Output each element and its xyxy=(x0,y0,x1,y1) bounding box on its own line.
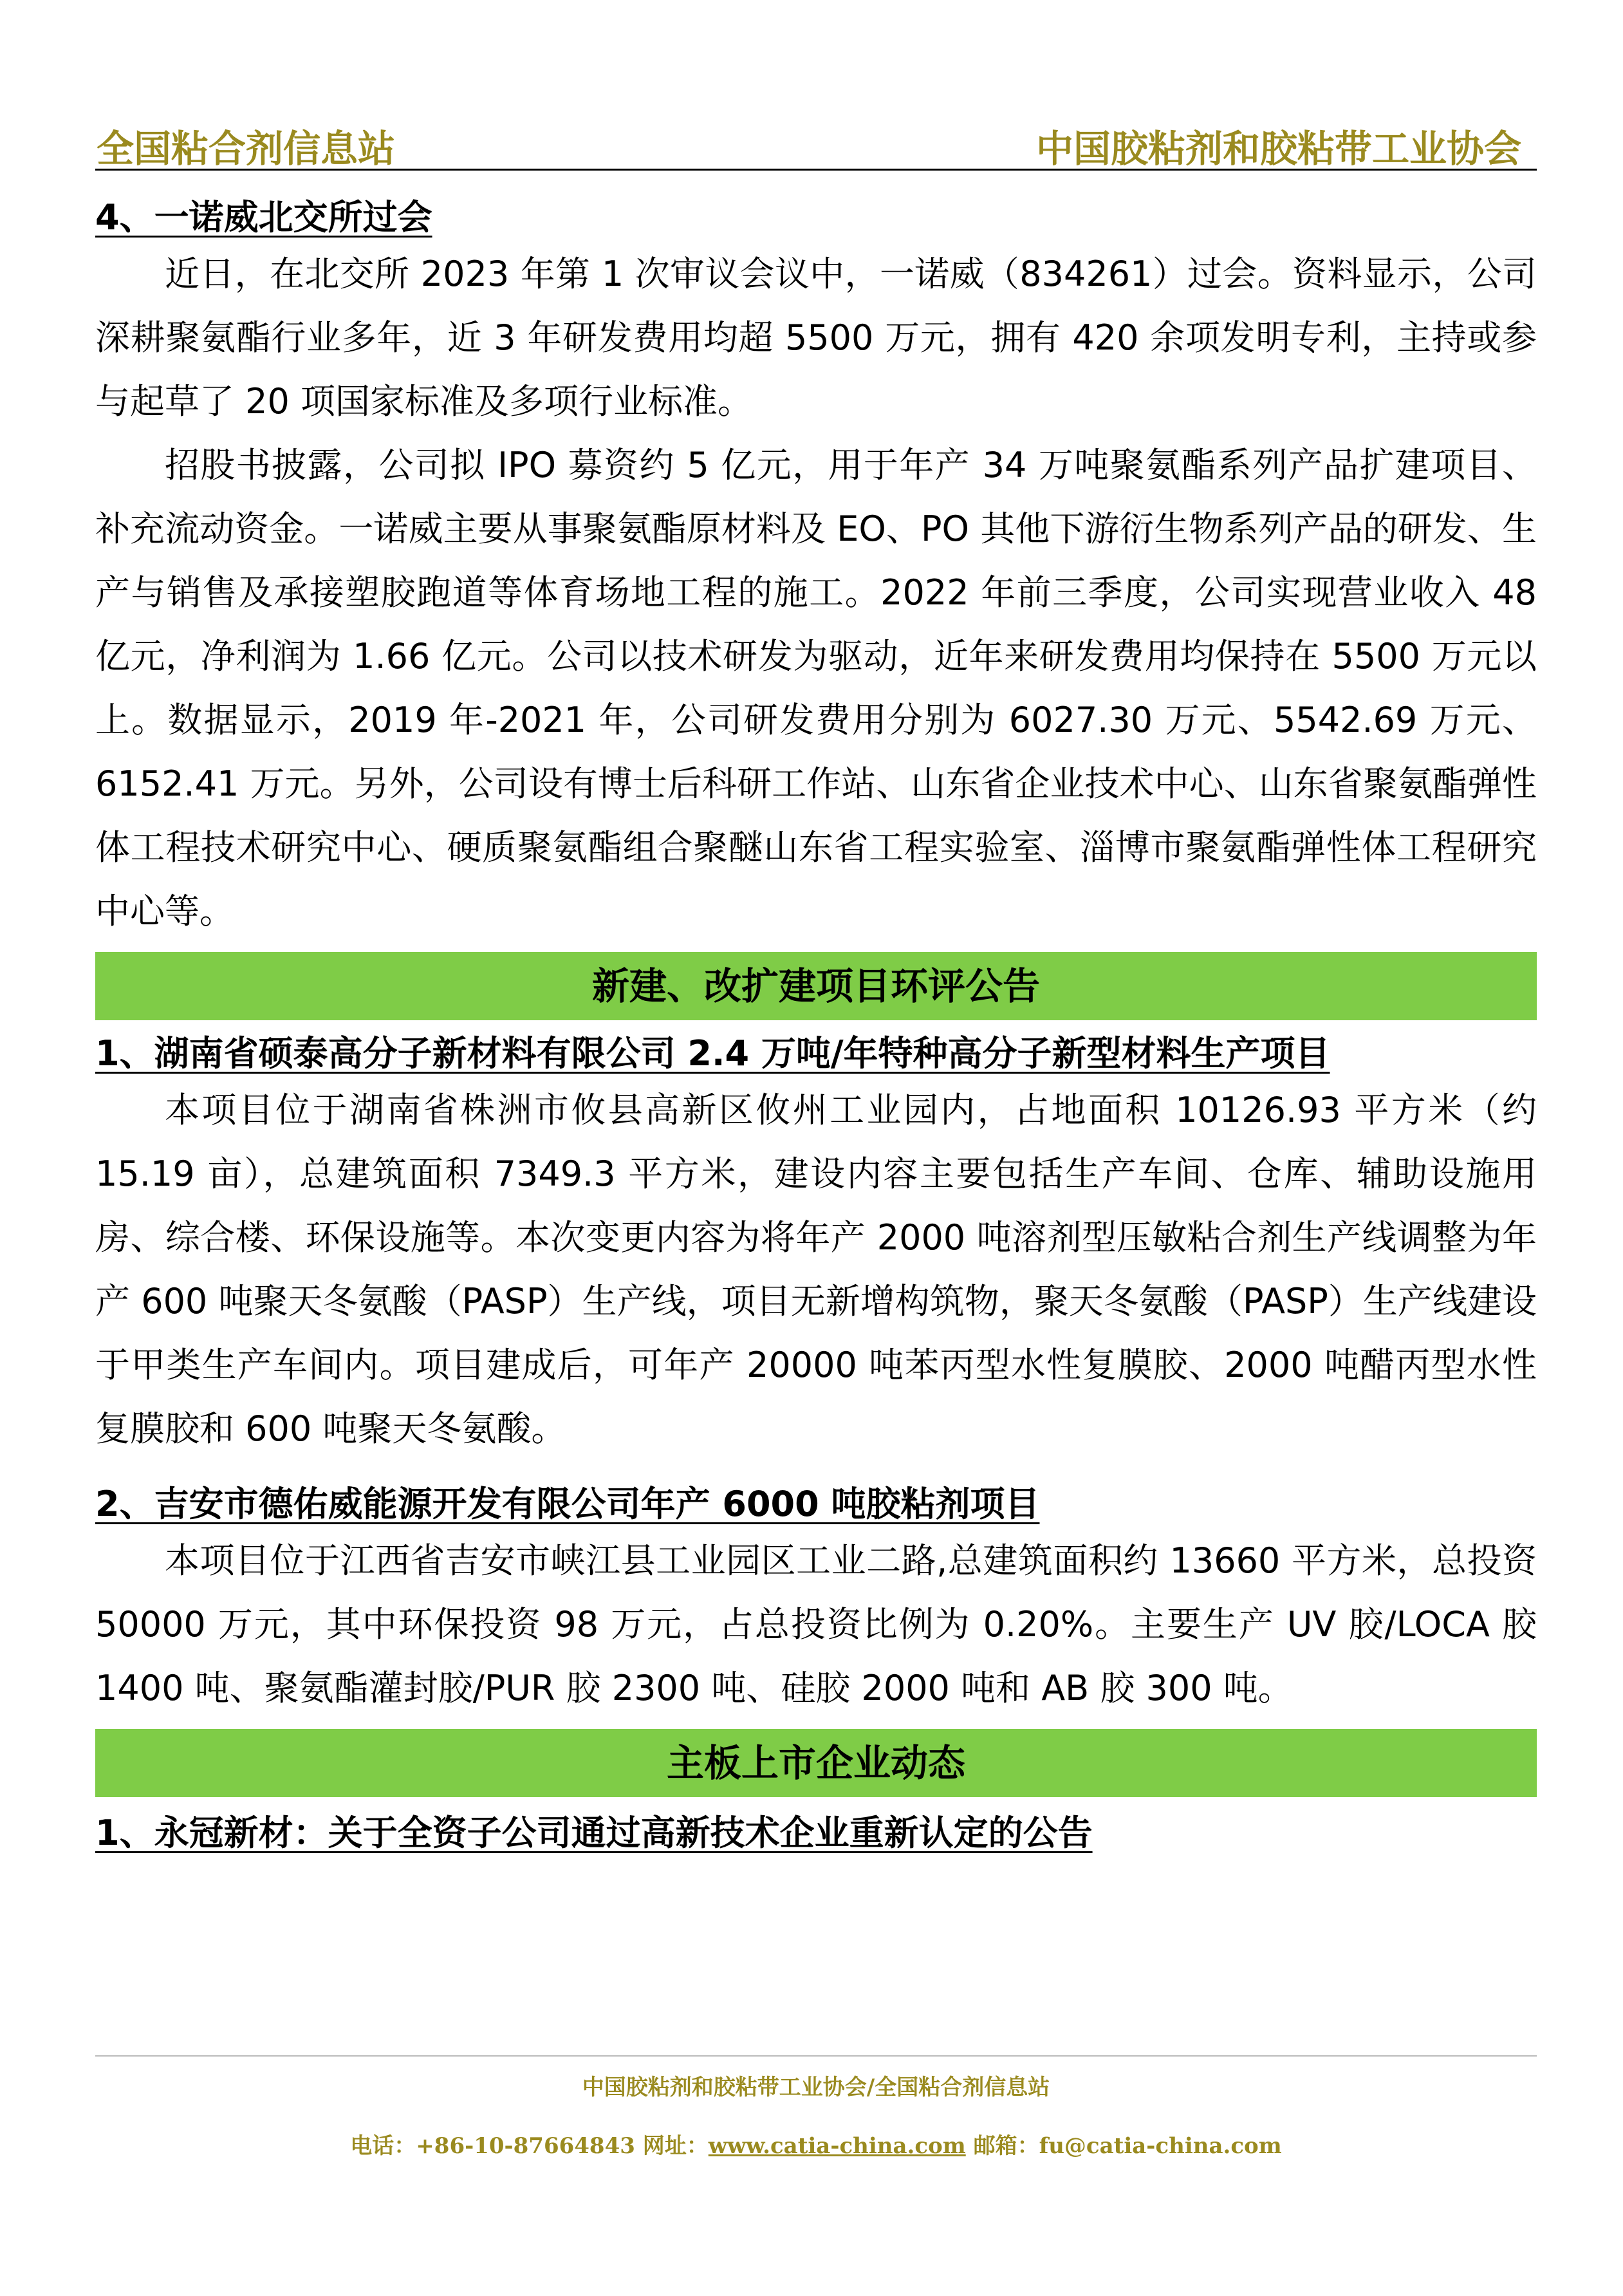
section-heading-deyouwei: 2、吉安市德佑威能源开发有限公司年产 6000 吨胶粘剂项目 xyxy=(95,1484,1040,1524)
header-association-name: 中国胶粘剂和胶粘带工业协会 xyxy=(1035,127,1521,171)
paragraph-yinuowei-1: 近日，在北交所 2023 年第 1 次审议会议中，一诺威（834261）过会。资料显示，公司深耕聚氨酯行业多年，近 3 年研发费用均超 5500 万元，拥有 420 余项发明专利，主持或参与起草了 20 项国家标准及多项行业标准。 xyxy=(95,254,1537,422)
section-banner-listed-companies: 主板上市企业动态 xyxy=(95,1729,1537,1797)
footer-contact xyxy=(95,2128,1537,2160)
footer-email-label: 邮箱： xyxy=(965,2133,1039,2159)
section-banner-eia: 新建、改扩建项目环评公告 xyxy=(95,952,1537,1020)
footer-organization: 中国胶粘剂和胶粘带工业协会/全国粘合剂信息站 xyxy=(582,2075,1050,2100)
section-heading-shuotai: 1、湖南省硕泰高分子新材料有限公司 2.4 万吨/年特种高分子新型材料生产项目 xyxy=(95,1033,1330,1074)
section-heading-yongguan: 1、永冠新材：关于全资子公司通过高新技术企业重新认定的公告 xyxy=(95,1813,1093,1853)
paragraph-deyouwei: 本项目位于江西省吉安市峡江县工业园区工业二路,总建筑面积约 13660 平方米，总投资 50000 万元，其中环保投资 98 万元，占总投资比例为 0.20%。主要生产 UV 胶/LOCA 胶 1400 吨、聚氨酯灌封胶/PUR 胶 2300 吨、硅胶 2000 吨和 AB 胶 300 吨。 xyxy=(95,1540,1537,1708)
page-header xyxy=(95,113,1537,171)
footer-website-link[interactable]: www.catia-china.com xyxy=(708,2133,966,2159)
section-heading-yinuowei: 4、一诺威北交所过会 xyxy=(95,197,432,238)
header-site-name: 全国粘合剂信息站 xyxy=(97,127,396,171)
paragraph-shuotai: 本项目位于湖南省株洲市攸县高新区攸州工业园内，占地面积 10126.93 平方米（约 15.19 亩），总建筑面积 7349.3 平方米，建设内容主要包括生产车间、仓库、辅助设施用房、综合楼、环保设施等。本次变更内容为将年产 2000 吨溶剂型压敏粘合剂生产线调整为年产 600 吨聚天冬氨酸（PASP）生产线，项目无新增构筑物，聚天冬氨酸（PASP）生产线建设于甲类生产车间内。项目建成后，可年产 20000 吨苯丙型水性复膜胶、2000 吨醋丙型水性复膜胶和 600 吨聚天冬氨酸。 xyxy=(95,1090,1537,1449)
paragraph-yinuowei-2: 招股书披露，公司拟 IPO 募资约 5 亿元，用于年产 34 万吨聚氨酯系列产品扩建项目、补充流动资金。一诺威主要从事聚氨酯原材料及 EO、PO 其他下游衍生物系列产品的研发、生产与销售及承接塑胶跑道等体育场地工程的施工。2022 年前三季度，公司实现营业收入 48 亿元，净利润为 1.66 亿元。公司以技术研发为驱动，近年来研发费用均保持在 5500 万元以上。数据显示，2019 年-2021 年，公司研发费用分别为 6027.30 万元、5542.69 万元、6152.41 万元。另外，公司设有博士后科研工作站、山东省企业技术中心、山东省聚氨酯弹性体工程技术研究中心、硬质聚氨酯组合聚醚山东省工程实验室、淄博市聚氨酯弹性体工程研究中心等。 xyxy=(95,445,1537,931)
document-body xyxy=(95,193,1537,1858)
footer-phone: 电话：+86-10-87664843 网址： xyxy=(350,2133,709,2159)
footer-email[interactable]: fu@catia-china.com xyxy=(1039,2133,1282,2159)
page-footer xyxy=(95,2055,1537,2160)
